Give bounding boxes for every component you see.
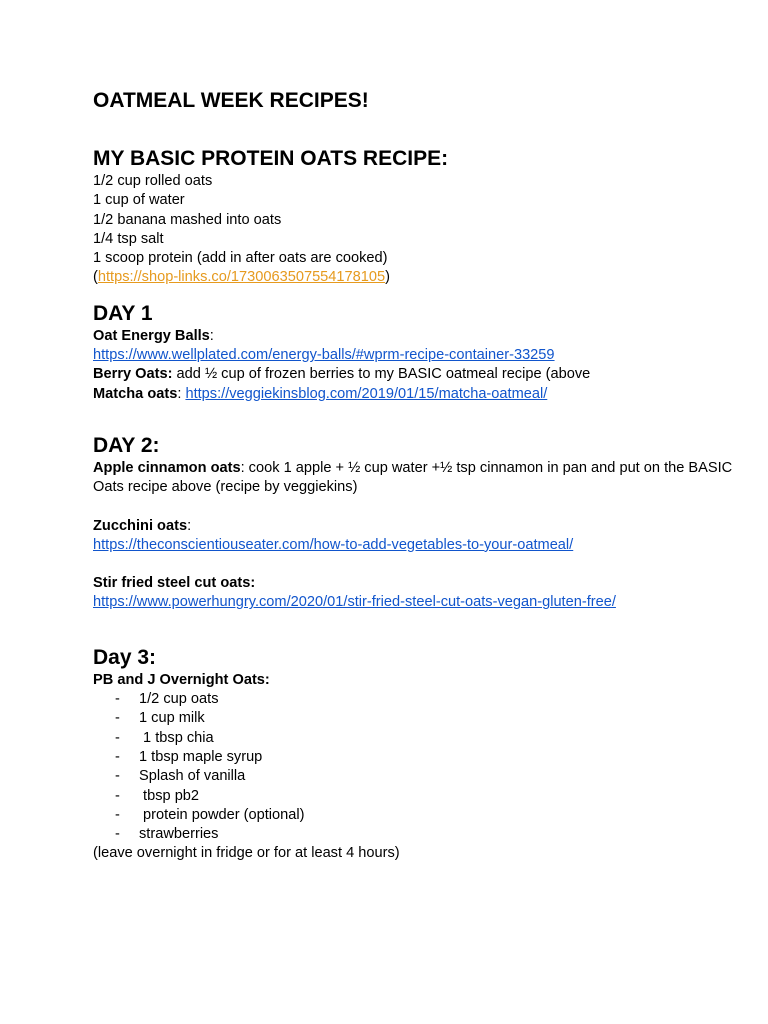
zucchini-oats-label: Zucchini oats [93, 517, 188, 534]
berry-oats-text: add ½ cup of frozen berries to my BASIC oatmeal recipe (above [172, 366, 591, 383]
stir-fried-oats-link[interactable]: https://www.powerhungry.com/2020/01/stir-fried-steel-cut-oats-vegan-gluten-free/ [93, 594, 616, 611]
colon: : [209, 327, 214, 344]
list-item: - protein powder (optional) [93, 806, 733, 825]
oat-energy-balls-label: Oat Energy Balls [93, 327, 210, 344]
list-item: - strawberries [93, 825, 733, 844]
day1-heading: DAY 1 [93, 301, 153, 325]
pbj-ingredients-list [93, 690, 733, 844]
overnight-note: (leave overnight in fridge or for at least 4 hours) [93, 845, 400, 862]
pbj-overnight-oats-label: PB and J Overnight Oats: [93, 671, 270, 688]
zucchini-oats-link-line [93, 536, 733, 555]
list-item: - 1 tbsp chia [93, 729, 733, 748]
apple-cinnamon-oats-paragraph [93, 459, 733, 498]
apple-cinnamon-oats-text: : cook 1 apple + ½ cup water +½ tsp cinnamon in pan and put on the BASIC Oats recipe above (recipe by veggiekins) [93, 459, 733, 496]
basic-ingredient: 1/2 cup rolled oats [93, 173, 213, 189]
basic-ingredient: 1 scoop protein (add in after oats are cooked) [93, 250, 388, 267]
basic-recipe-heading: MY BASIC PROTEIN OATS RECIPE: [93, 147, 449, 170]
day3-heading: Day 3: [93, 645, 157, 669]
basic-ingredient: 1/2 banana mashed into oats [93, 211, 282, 228]
paren-close: ) [385, 269, 390, 286]
basic-ingredient: 1 cup of water [93, 192, 185, 209]
matcha-oats-line [93, 385, 733, 404]
basic-protein-link-line [93, 268, 733, 287]
berry-oats-label: Berry Oats: [93, 366, 173, 383]
list-item: - 1/2 cup oats [93, 690, 733, 709]
zucchini-oats-line [93, 517, 733, 536]
paren-open: ( [93, 269, 98, 286]
basic-ingredient: 1/4 tsp salt [93, 230, 164, 247]
document-title: OATMEAL WEEK RECIPES! [93, 89, 369, 112]
colon: : [177, 385, 186, 402]
matcha-oats-label: Matcha oats [93, 385, 178, 402]
berry-oats-line [93, 365, 733, 384]
protein-shop-link[interactable]: https://shop-links.co/1730063507554178105 [97, 269, 386, 286]
stir-fried-oats-link-line [93, 593, 733, 612]
apple-cinnamon-oats-label: Apple cinnamon oats [93, 459, 241, 476]
day2-heading: DAY 2: [93, 433, 160, 457]
list-item: - tbsp pb2 [93, 787, 733, 806]
oat-energy-balls-line [93, 327, 733, 346]
oat-energy-balls-link-line [93, 346, 733, 365]
document-page [93, 88, 733, 864]
stir-fried-oats-label: Stir fried steel cut oats: [93, 575, 256, 592]
list-item: - 1 cup milk [93, 709, 733, 728]
matcha-oats-link[interactable]: https://veggiekinsblog.com/2019/01/15/matcha-oatmeal/ [185, 385, 548, 402]
oat-energy-balls-link[interactable]: https://www.wellplated.com/energy-balls/#wprm-recipe-container-33259 [93, 347, 555, 364]
zucchini-oats-link[interactable]: https://theconscientiouseater.com/how-to-add-vegetables-to-your-oatmeal/ [93, 536, 574, 553]
stir-fried-oats-line [93, 574, 733, 593]
basic-ingredients-list [93, 172, 733, 268]
pbj-overnight-oats-line [93, 671, 733, 690]
list-item: - 1 tbsp maple syrup [93, 748, 733, 767]
list-item: - Splash of vanilla [93, 767, 733, 786]
colon: : [187, 517, 192, 534]
